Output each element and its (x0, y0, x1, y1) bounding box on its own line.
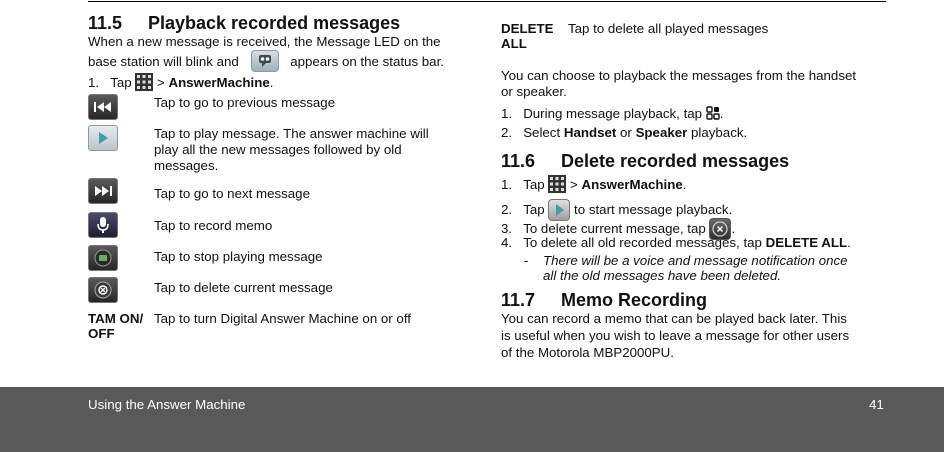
section-number: 11.7 (501, 290, 536, 310)
options-menu-icon (706, 106, 720, 120)
memo-line-2: is useful when you wish to leave a message for other users (501, 328, 850, 343)
delete-all-description: Tap to delete all played messages (568, 21, 769, 36)
delete-step-1: 1. Tap > AnswerMachine. (501, 177, 687, 192)
choose-line-1: You can choose to playback the messages from the handset (501, 68, 857, 83)
section-memo-heading (501, 290, 707, 311)
next-description: Tap to go to next message (154, 186, 310, 201)
delete-step-4: 4. To delete all old recorded messages, tap DELETE ALL. (501, 235, 851, 250)
intro-line-2 (88, 50, 444, 72)
previous-description: Tap to go to previous message (154, 95, 336, 110)
playback-step-1: 1. During message playback, tap . (501, 106, 724, 121)
intro-line-1: When a new message is received, the Message LED on the (88, 34, 441, 49)
page-number: 41 (869, 397, 884, 412)
section-heading (88, 13, 400, 34)
answer-machine-label: AnswerMachine (581, 177, 683, 192)
play-description-1: Tap to play message. The answer machine will (154, 126, 429, 141)
voicemail-status-icon (251, 50, 279, 72)
delete-all-label-2: ALL (501, 36, 527, 51)
next-icon[interactable] (88, 178, 118, 204)
delete-description: Tap to delete current message (154, 280, 333, 295)
intro-line-2a: base station will blink and (88, 54, 239, 69)
tam-label-2: OFF (88, 326, 115, 341)
section-title: Delete recorded messages (561, 151, 790, 171)
memo-line-1: You can record a memo that can be played back later. This (501, 311, 847, 326)
delete-step-3: 3. To delete current message, tap . (501, 218, 735, 240)
section-title: Memo Recording (561, 290, 708, 310)
previous-icon[interactable] (88, 94, 118, 120)
stop-description: Tap to stop playing message (154, 249, 323, 264)
tam-description: Tap to turn Digital Answer Machine on or off (154, 311, 411, 326)
playback-step-2: 2. Select Handset or Speaker playback. (501, 125, 748, 140)
delete-icon[interactable] (88, 277, 118, 303)
record-description: Tap to record memo (154, 218, 273, 233)
tam-label-1: TAM ON/ (88, 311, 144, 326)
note-line-1: There will be a voice and message notification once (543, 253, 848, 268)
play-icon[interactable] (88, 125, 118, 151)
play-description-3: messages. (154, 158, 219, 173)
stop-icon[interactable] (88, 245, 118, 271)
memo-line-3: of the Motorola MBP2000PU. (501, 345, 674, 360)
intro-line-2b: appears on the status bar. (290, 54, 444, 69)
section-number: 11.6 (501, 151, 536, 171)
section-delete-heading (501, 151, 789, 172)
answer-machine-label: AnswerMachine (168, 75, 270, 90)
delete-step-2: 2. Tap to start message playback. (501, 199, 732, 221)
play-description-2: play all the new messages followed by old (154, 142, 402, 157)
delete-all-label-1: DELETE (501, 21, 554, 36)
page-footer (0, 387, 944, 452)
section-title: Playback recorded messages (148, 13, 401, 33)
top-rule (88, 1, 886, 2)
note-dash: - (524, 253, 529, 268)
step-1: 1. Tap > AnswerMachine. (88, 75, 274, 90)
footer-chapter: Using the Answer Machine (88, 397, 246, 412)
microphone-icon[interactable] (88, 212, 118, 238)
choose-line-2: or speaker. (501, 84, 567, 99)
delete-all-label: DELETE ALL (765, 235, 848, 250)
section-number: 11.5 (88, 13, 123, 33)
apps-grid-icon (548, 175, 566, 193)
note-line-2: all the old messages have been deleted. (543, 268, 782, 283)
apps-grid-icon (135, 73, 153, 91)
